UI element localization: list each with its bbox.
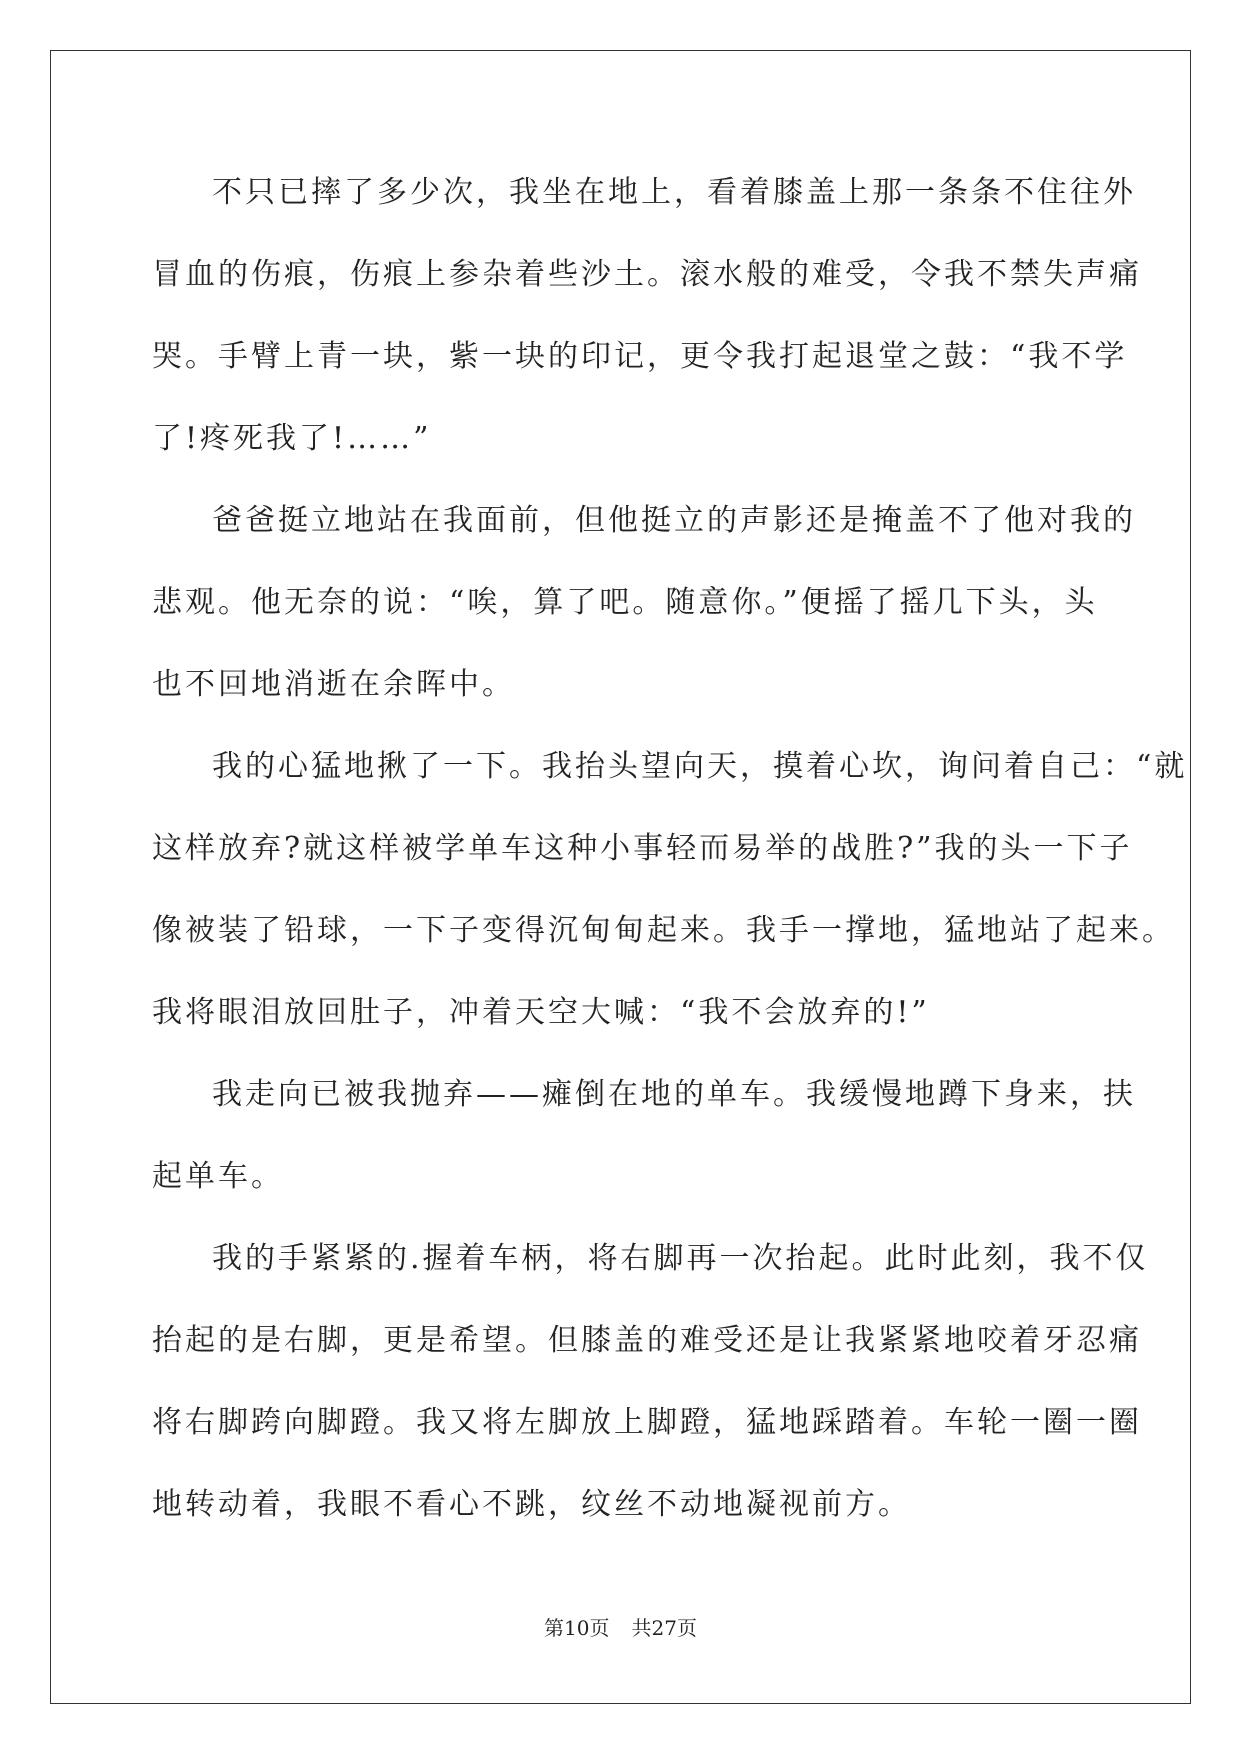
text-line: 冒血的伤痕，伤痕上参杂着些沙土。滚水般的难受，令我不禁失声痛 (152, 257, 1142, 292)
paragraph-1 (152, 152, 1142, 480)
text-line: 地转动着，我眼不看心不跳，纹丝不动地凝视前方。 (152, 1487, 911, 1522)
paragraph-3 (152, 726, 1188, 1054)
text-line: 爸爸挺立地站在我面前，但他挺立的声影还是掩盖不了他对我的 (212, 503, 1136, 538)
paragraph-2 (152, 480, 1136, 726)
text-line: 我的手紧紧的.握着车柄，将右脚再一次抬起。此时此刻，我不仅 (212, 1241, 1149, 1276)
text-line: 了!疼死我了!……” (152, 421, 432, 456)
page-total: 共27页 (631, 1616, 697, 1640)
document-body (152, 152, 1188, 1546)
page-number: 第10页 (544, 1616, 610, 1640)
paragraph-4 (152, 1054, 1136, 1218)
text-line: 抬起的是右脚，更是希望。但膝盖的难受还是让我紧紧地咬着牙忍痛 (152, 1323, 1142, 1358)
text-line: 我的心猛地揪了一下。我抬头望向天，摸着心坎，询问着自己：“就 (212, 749, 1188, 784)
text-line: 起单车。 (152, 1159, 284, 1194)
text-line: 悲观。他无奈的说：“唉，算了吧。随意你。”便摇了摇几下头，头 (152, 585, 1098, 620)
text-line: 哭。手臂上青一块，紫一块的印记，更令我打起退堂之鼓：“我不学 (152, 339, 1128, 374)
text-line: 也不回地消逝在余晖中。 (152, 667, 515, 702)
text-line: 像被装了铅球，一下子变得沉甸甸起来。我手一撑地，猛地站了起来。 (152, 913, 1175, 948)
text-line: 我走向已被我抛弃——瘫倒在地的单车。我缓慢地蹲下身来，扶 (212, 1077, 1136, 1112)
text-line: 这样放弃?就这样被学单车这种小事轻而易举的战胜?”我的头一下子 (152, 831, 1133, 866)
text-line: 不只已摔了多少次，我坐在地上，看着膝盖上那一条条不住往外 (212, 175, 1136, 210)
paragraph-5 (152, 1218, 1149, 1546)
text-line: 将右脚跨向脚蹬。我又将左脚放上脚蹬，猛地踩踏着。车轮一圈一圈 (152, 1405, 1142, 1440)
text-line: 我将眼泪放回肚子，冲着天空大喊：“我不会放弃的!” (152, 995, 930, 1030)
page-footer (0, 1612, 1241, 1641)
